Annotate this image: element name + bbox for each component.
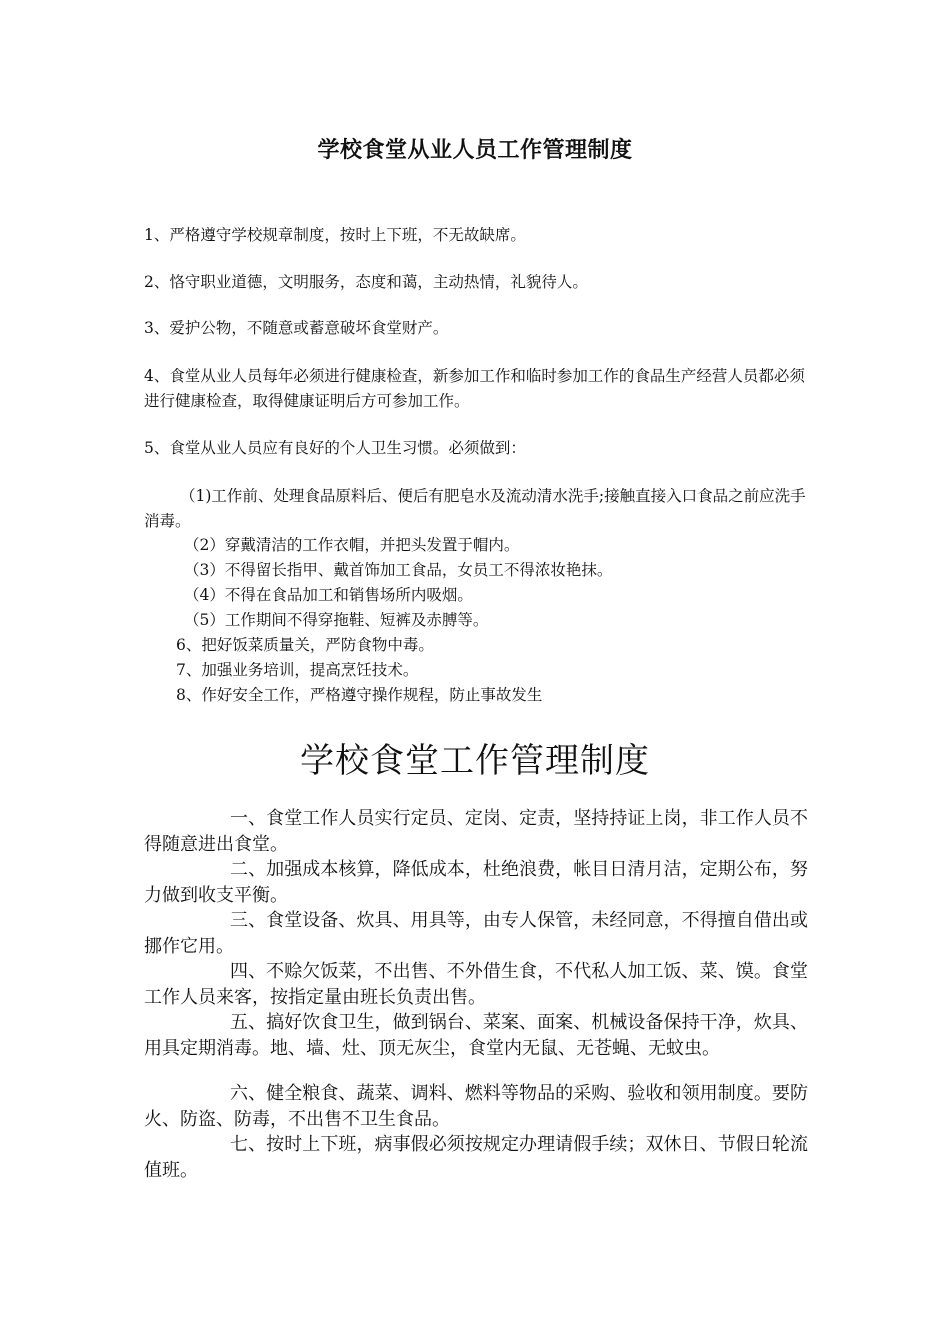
rule-item-7: 7、加强业务培训，提高烹饪技术。: [176, 661, 419, 679]
rule-subitem-3: （3）不得留长指甲、戴首饰加工食品，女员工不得浓妆艳抹。: [184, 561, 613, 579]
rule-subitem-2: （2）穿戴清洁的工作衣帽，并把头发置于帽内。: [184, 536, 520, 554]
regulation-paragraph-1: 一、食堂工作人员实行定员、定岗、定责，坚持持证上岗，非工作人员不得随意进出食堂。: [144, 808, 808, 855]
regulation-paragraph-4: 四、不赊欠饭菜，不出售、不外借生食，不代私人加工饭、菜、馍。食堂工作人员来客，按指定量由班长负责出售。: [144, 961, 808, 1008]
regulation-paragraph-5: 五、搞好饮食卫生，做到锅台、菜案、面案、机械设备保持干净，炊具、用具定期消毒。地、墙、灶、顶无灰尘，食堂内无鼠、无苍蝇、无蚊虫。: [144, 1012, 808, 1059]
rule-item-1: 1、严格遵守学校规章制度，按时上下班，不无故缺席。: [144, 226, 526, 244]
rule-item-2: 2、恪守职业道德，文明服务，态度和蔼，主动热情，礼貌待人。: [144, 273, 588, 291]
rule-item-5: 5、食堂从业人员应有良好的个人卫生习惯。必须做到：: [144, 439, 526, 457]
regulation-paragraph-7: 七、按时上下班，病事假必须按规定办理请假手续；双休日、节假日轮流值班。: [144, 1134, 808, 1181]
rule-item-3: 3、爱护公物，不随意或蓄意破坏食堂财产。: [144, 319, 449, 337]
rule-item-4: 4、食堂从业人员每年必须进行健康检查，新参加工作和临时参加工作的食品生产经营人员都必须进行健康检查，取得健康证明后方可参加工作。: [144, 367, 805, 410]
regulation-paragraph-2: 二、加强成本核算，降低成本，杜绝浪费，帐目日清月洁，定期公布，努力做到收支平衡。: [144, 859, 808, 906]
regulation-paragraph-3: 三、食堂设备、炊具、用具等，由专人保管，未经同意，不得擅自借出或挪作它用。: [144, 910, 808, 957]
rule-item-8: 8、作好安全工作，严格遵守操作规程，防止事故发生: [176, 686, 543, 704]
rule-subitem-1: （1)工作前、处理食品原料后、便后有肥皂水及流动清水洗手;接触直接入口食品之前应洗手消毒。: [144, 487, 806, 530]
rule-subitem-5: （5）工作期间不得穿拖鞋、短裤及赤膊等。: [184, 611, 489, 629]
rule-subitem-4: （4）不得在食品加工和销售场所内吸烟。: [184, 586, 473, 604]
rule-item-6: 6、把好饭菜质量关，严防食物中毒。: [176, 636, 434, 654]
section1-title: 学校食堂从业人员工作管理制度: [317, 137, 633, 163]
section2-title: 学校食堂工作管理制度: [300, 741, 650, 781]
regulation-paragraph-6: 六、健全粮食、蔬菜、调料、燃料等物品的采购、验收和领用制度。要防火、防盗、防毒，不出售不卫生食品。: [144, 1083, 808, 1130]
